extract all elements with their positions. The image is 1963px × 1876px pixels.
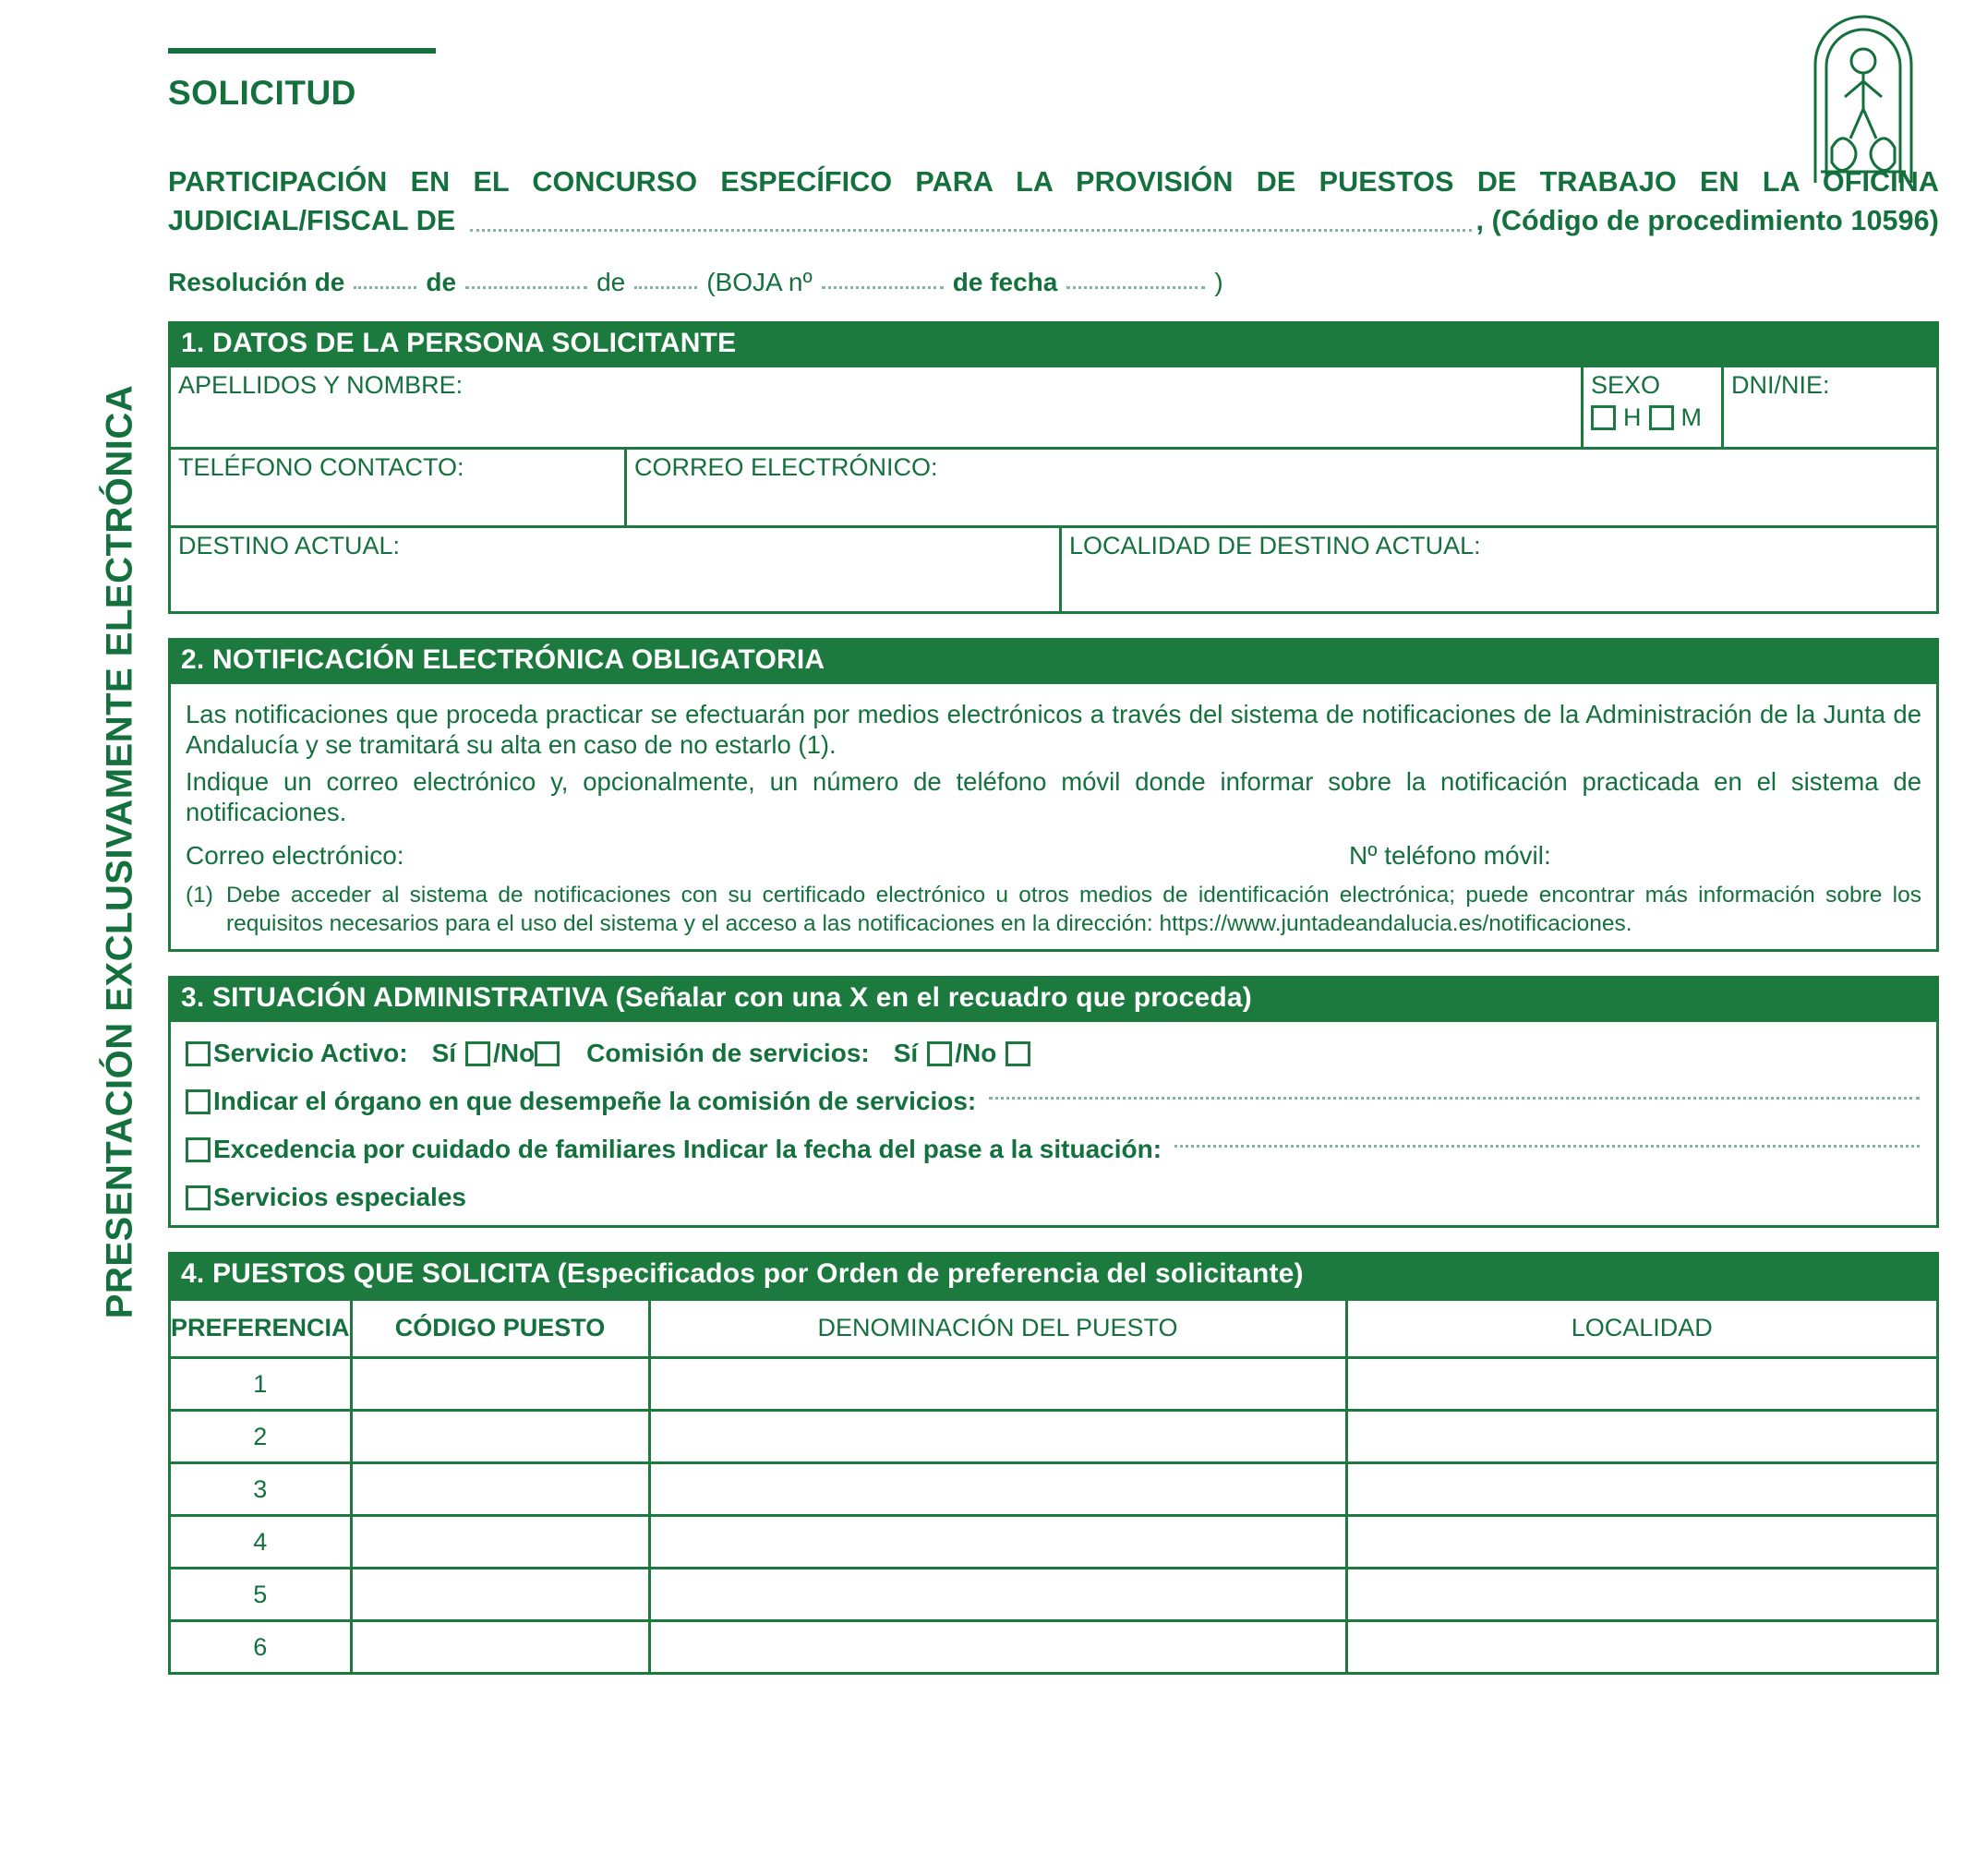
cell-codigo[interactable] (351, 1569, 649, 1621)
input-excedencia-fecha[interactable] (1174, 1144, 1920, 1148)
label-excedencia: Excedencia por cuidado de familiares Indicar la fecha del pase a la situación: (213, 1135, 1162, 1164)
boja-label: (BOJA nº (706, 267, 813, 296)
footnote-text: Debe acceder al sistema de notificaciones con su certificado electrónico u otros medios de identificación electrónica; puede encontrar más información sobre los requisitos necesarios para el uso del sistema y el acceso a las notificaciones en la dirección: https://www.juntadeandalucia.es/notificaciones. (226, 882, 1921, 936)
table-row (171, 1621, 1936, 1673)
cell-preferencia: 2 (171, 1411, 351, 1463)
section-4-title: 4. PUESTOS QUE SOLICITA (Especificados por Orden de preferencia del solicitante) (168, 1252, 1939, 1298)
label-comision-si: Sí (893, 1039, 919, 1068)
field-correo[interactable] (627, 450, 1936, 525)
checkbox-servicio-activo-si[interactable] (465, 1041, 490, 1066)
boja-fecha-input[interactable] (1066, 285, 1205, 289)
cell-preferencia: 1 (171, 1358, 351, 1411)
column-header-denominacion: DENOMINACIÓN DEL PUESTO (649, 1300, 1346, 1358)
label-servicio-activo-si: Sí (431, 1039, 457, 1068)
table-row (171, 1463, 1936, 1516)
section-3 (168, 976, 1939, 1228)
section-1-title: 1. DATOS DE LA PERSONA SOLICITANTE (168, 321, 1939, 367)
table-header-row (171, 1300, 1936, 1358)
section-2 (168, 638, 1939, 952)
vertical-banner (0, 0, 140, 1876)
field-sexo-label: SEXO (1591, 370, 1661, 399)
resolucion-de2: de (596, 267, 626, 296)
page-title: SOLICITUD (168, 74, 356, 112)
section-2-title: 2. NOTIFICACIÓN ELECTRÓNICA OBLIGATORIA (168, 638, 1939, 684)
field-telefono[interactable] (171, 450, 627, 525)
cell-denominacion[interactable] (649, 1569, 1346, 1621)
label-organo-comision: Indicar el órgano en que desempeñe la comisión de servicios: (213, 1087, 977, 1116)
section-2-box (168, 684, 1939, 952)
field-telefono-label: TELÉFONO CONTACTO: (178, 452, 464, 481)
cell-preferencia: 5 (171, 1569, 351, 1621)
resolucion-label: Resolución de (168, 267, 345, 296)
field-destino-actual-label: DESTINO ACTUAL: (178, 531, 401, 559)
junta-de-andalucia-emblem-icon (1808, 9, 1919, 185)
field-correo-label: CORREO ELECTRÓNICO: (634, 452, 938, 481)
row-servicio-activo (186, 1039, 1921, 1068)
cell-localidad[interactable] (1346, 1358, 1936, 1411)
section-2-footnote (186, 882, 1921, 938)
table-row (171, 1569, 1936, 1621)
row-servicios-especiales (186, 1183, 1921, 1212)
column-header-localidad: LOCALIDAD (1346, 1300, 1936, 1358)
checkbox-comision-si[interactable] (927, 1041, 952, 1066)
cell-preferencia: 3 (171, 1463, 351, 1516)
column-header-codigo: CÓDIGO PUESTO (351, 1300, 649, 1358)
label-comision-servicios: Comisión de servicios: (586, 1039, 870, 1068)
row-organo-comision (186, 1087, 1921, 1116)
cell-denominacion[interactable] (649, 1411, 1346, 1463)
field-apellidos-label: APELLIDOS Y NOMBRE: (178, 370, 464, 399)
cell-denominacion[interactable] (649, 1621, 1346, 1673)
field-correo-notificacion[interactable] (186, 841, 1349, 871)
section-3-box (168, 1022, 1939, 1228)
resolucion-mes-input[interactable] (465, 285, 587, 289)
footnote-marker: (1) (186, 882, 213, 908)
label-servicio-activo: Servicio Activo: (213, 1039, 408, 1068)
form-title-line2-label: JUDICIAL/FISCAL DE (168, 205, 456, 237)
field-correo-notificacion-label: Correo electrónico: (186, 840, 404, 870)
section-1-box (168, 367, 1939, 614)
resolucion-dia-input[interactable] (354, 285, 416, 289)
cell-codigo[interactable] (351, 1463, 649, 1516)
puestos-table (171, 1298, 1936, 1672)
vertical-banner-text: PRESENTACIÓN EXCLUSIVAMENTE ELECTRÓNICA (99, 384, 140, 1319)
checkbox-excedencia[interactable] (186, 1137, 211, 1162)
form-title-line1: PARTICIPACIÓN EN EL CONCURSO ESPECÍFICO PARA LA PROVISIÓN DE PUESTOS DE TRABAJO EN LA OFICINA (168, 166, 1939, 198)
row-excedencia (186, 1135, 1921, 1164)
field-sexo (1584, 367, 1724, 447)
checkbox-comision-no[interactable] (1006, 1041, 1030, 1066)
cell-denominacion[interactable] (649, 1358, 1346, 1411)
cell-preferencia: 4 (171, 1516, 351, 1569)
cell-localidad[interactable] (1346, 1516, 1936, 1569)
field-dni-label: DNI/NIE: (1731, 370, 1830, 399)
label-servicios-especiales: Servicios especiales (213, 1183, 466, 1212)
section-2-paragraph-1: Las notificaciones que proceda practicar se efectuarán por medios electrónicos a través del sistema de notificaciones de la Administración de la Junta de Andalucía y se tramitará su alta en caso de no estarlo (1). (186, 699, 1921, 760)
section-4 (168, 1252, 1939, 1675)
checkbox-servicio-activo-no[interactable] (535, 1041, 560, 1066)
checkbox-servicio-activo[interactable] (186, 1041, 211, 1066)
label-servicio-activo-no: /No (493, 1039, 536, 1068)
checkbox-sexo-h[interactable] (1591, 405, 1616, 430)
field-telefono-movil-label: Nº teléfono móvil: (1349, 840, 1551, 870)
checkbox-organo-comision[interactable] (186, 1089, 211, 1114)
cell-codigo[interactable] (351, 1411, 649, 1463)
resolucion-row (168, 268, 1939, 297)
cell-preferencia: 6 (171, 1621, 351, 1673)
column-header-preferencia: PREFERENCIA (171, 1300, 351, 1358)
codigo-procedimiento: , (Código de procedimiento 10596) (1475, 205, 1939, 237)
oficina-judicial-input[interactable] (470, 228, 1472, 232)
cell-denominacion[interactable] (649, 1463, 1346, 1516)
checkbox-sexo-m[interactable] (1649, 405, 1674, 430)
resolucion-close: ) (1214, 267, 1223, 296)
section-2-paragraph-2: Indique un correo electrónico y, opcionalmente, un número de teléfono móvil donde informar sobre la notificación practicada en el sistema de notificaciones. (186, 766, 1921, 827)
form-content (168, 0, 1939, 1675)
boja-numero-input[interactable] (822, 285, 944, 289)
label-comision-no: /No (955, 1039, 997, 1068)
cell-localidad[interactable] (1346, 1569, 1936, 1621)
label-sexo-h: H (1623, 403, 1642, 431)
cell-localidad[interactable] (1346, 1621, 1936, 1673)
cell-localidad[interactable] (1346, 1411, 1936, 1463)
cell-localidad[interactable] (1346, 1463, 1936, 1516)
cell-codigo[interactable] (351, 1621, 649, 1673)
resolucion-de1: de (426, 267, 457, 296)
field-dni[interactable] (1724, 367, 1936, 447)
form-title (168, 164, 1939, 240)
field-localidad-destino-label: LOCALIDAD DE DESTINO ACTUAL: (1069, 531, 1481, 559)
cell-codigo[interactable] (351, 1358, 649, 1411)
boja-fecha-label: de fecha (952, 267, 1058, 296)
field-localidad-destino[interactable] (1062, 528, 1936, 611)
checkbox-servicios-especiales[interactable] (186, 1185, 211, 1210)
table-row (171, 1516, 1936, 1569)
field-apellidos[interactable] (171, 367, 1584, 447)
label-sexo-m: M (1680, 403, 1702, 431)
cell-denominacion[interactable] (649, 1516, 1346, 1569)
field-destino-actual[interactable] (171, 528, 1062, 611)
header-rule (168, 48, 436, 54)
table-row (171, 1411, 1936, 1463)
section-1 (168, 321, 1939, 614)
field-telefono-movil[interactable] (1349, 841, 1551, 871)
input-organo-comision[interactable] (989, 1096, 1920, 1100)
cell-codigo[interactable] (351, 1516, 649, 1569)
table-row (171, 1358, 1936, 1411)
section-4-box (168, 1298, 1939, 1675)
section-3-title: 3. SITUACIÓN ADMINISTRATIVA (Señalar con una X en el recuadro que proceda) (168, 976, 1939, 1022)
resolucion-anio-input[interactable] (634, 285, 697, 289)
